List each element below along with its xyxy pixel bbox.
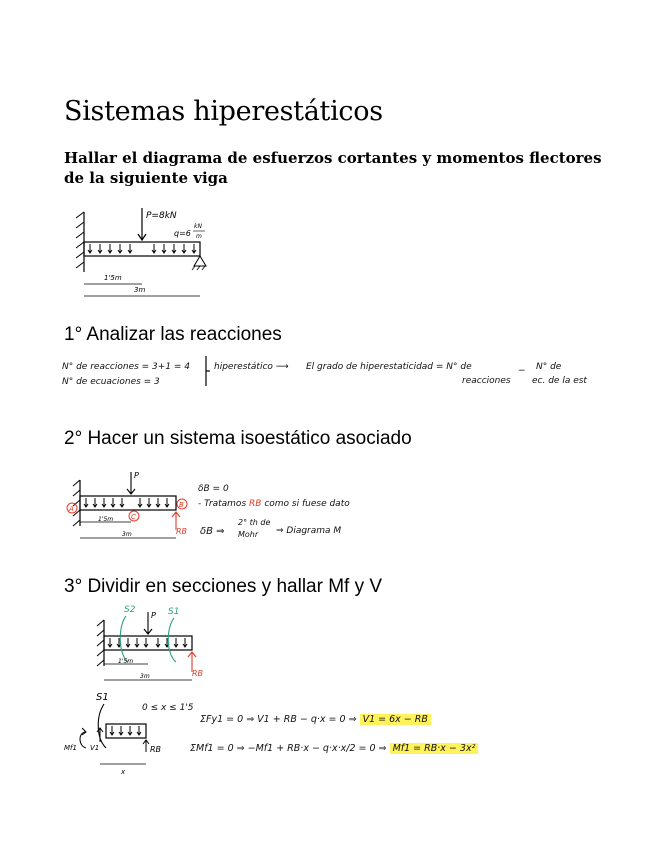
section2-delta-mohr: δB ⇒ (200, 526, 225, 537)
cut-x: x (121, 768, 126, 776)
section2-heading: 2° Hacer un sistema isoestático asociado (64, 428, 412, 449)
fig1-dim-a: 1'5m (104, 274, 122, 282)
cut-v1: V1 (90, 744, 100, 752)
section1-grado: El grado de hiperestaticidad = N° de (306, 362, 472, 372)
section1-heading: 1° Analizar las reacciones (64, 324, 282, 345)
beam-figure-sections (96, 600, 216, 690)
fig1-load-q: q=6 (174, 229, 191, 238)
section1-minus: − (518, 366, 526, 376)
section3-range: 0 ≤ x ≤ 1'5 (142, 703, 194, 713)
section1-hiperestatico: hiperestático ⟶ (214, 362, 289, 372)
fig2-load-p: P (134, 471, 139, 480)
fig1-load-q-unit-bottom: m (196, 233, 202, 240)
fig2-reaction-rb: RB (176, 527, 188, 536)
fig3-s1: S1 (168, 607, 180, 617)
fig3-reaction-rb: RB (192, 669, 204, 678)
fig1-load-p: P=8kN (146, 211, 177, 221)
cut-label-s1: S1 (96, 692, 109, 703)
cut-rb: RB (150, 745, 162, 754)
cut-mf1: Mf1 (64, 744, 77, 752)
fig2-label-b: B (179, 501, 184, 509)
section-cut-freebody (60, 688, 180, 780)
fig3-dim-total: 3m (140, 673, 150, 680)
fig3-load-p: P (151, 611, 156, 620)
section1-reactions-count: N° de reacciones = 3+1 = 4 (62, 362, 191, 372)
fig1-dim-total: 3m (134, 286, 146, 294)
fig2-dim-total: 3m (122, 531, 132, 538)
fig3-dim-a: 1'5m (118, 658, 134, 665)
section2-tratamos-rb: RB (249, 499, 262, 509)
section3-eq-shear: ΣFy1 = 0 ⇒ V1 + RB − q·x = 0 ⇒ V1 = 6x − RB (200, 714, 431, 725)
section3-heading: 3° Dividir en secciones y hallar Mf y V (64, 576, 383, 597)
fig2-label-a: A (69, 505, 74, 513)
beam-figure-main (60, 200, 230, 310)
section2-diagrama: ⇒ Diagrama M (276, 526, 342, 536)
section1-reacciones: reacciones (462, 376, 511, 386)
section2-teorema-line1: 2° th de (238, 518, 271, 527)
section1-nde: N° de (536, 362, 562, 372)
fig3-s2: S2 (124, 605, 136, 615)
fig2-dim-a: 1'5m (98, 516, 114, 523)
section2-delta-zero: δB = 0 (198, 484, 229, 494)
fig2-label-c: C (131, 513, 136, 521)
fig1-load-q-unit-top: kN (194, 223, 202, 230)
section3-moment-result: Mf1 = RB·x − 3x² (390, 743, 479, 754)
section1-brace (203, 356, 213, 388)
problem-statement: Hallar el diagrama de esfuerzos cortantes y momentos flectores de la siguiente viga (64, 149, 602, 187)
page-title: Sistemas hiperestáticos (64, 96, 383, 127)
section1-ec-de-la-est: ec. de la est (532, 376, 587, 386)
section2-teorema-line2: Mohr (238, 530, 259, 539)
section3-eq-moment: ΣMf1 = 0 ⇒ −Mf1 + RB·x − q·x·x/2 = 0 ⇒ Mf1 = RB·x − 3x² (190, 743, 478, 754)
beam-figure-isostatic (60, 466, 200, 546)
section2-tratamos: - Tratamos RB como si fuese dato (198, 499, 350, 509)
section3-shear-result: V1 = 6x − RB (360, 714, 431, 725)
section1-equations-count: N° de ecuaciones = 3 (62, 377, 160, 387)
